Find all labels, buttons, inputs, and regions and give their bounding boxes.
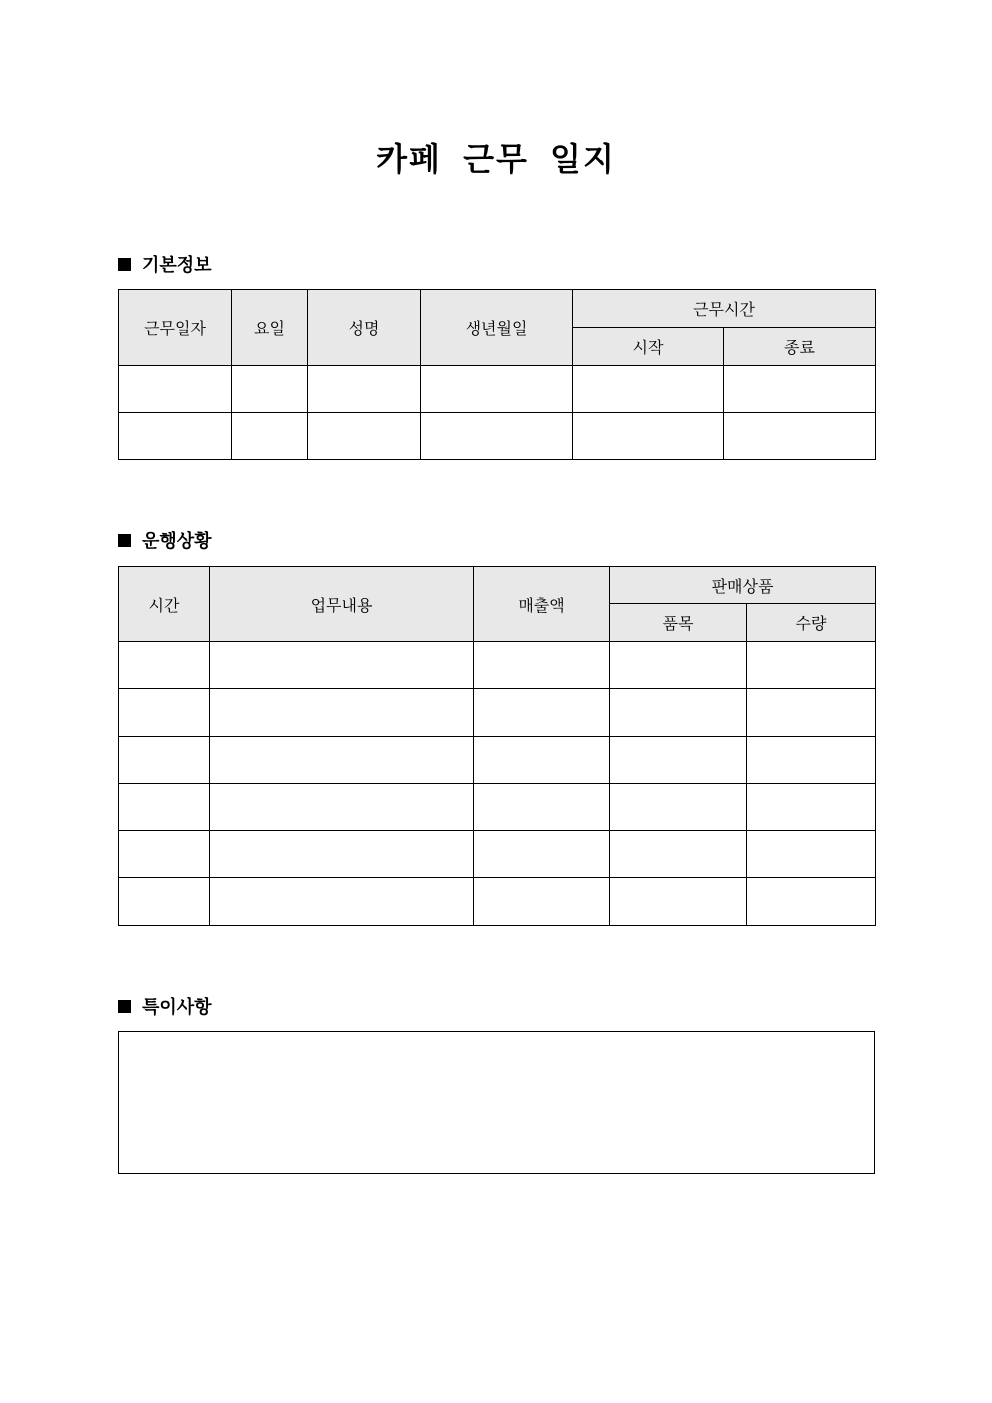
cell-item[interactable] xyxy=(610,784,747,831)
square-bullet-icon xyxy=(118,534,131,547)
header-work-date: 근무일자 xyxy=(119,290,232,366)
cell-task[interactable] xyxy=(210,878,474,926)
cell-item[interactable] xyxy=(610,737,747,784)
cell-name[interactable] xyxy=(308,366,421,413)
cell-task[interactable] xyxy=(210,689,474,737)
cell-qty[interactable] xyxy=(747,831,876,878)
cell-start[interactable] xyxy=(573,366,724,413)
header-task: 업무내용 xyxy=(210,567,474,642)
cell-sales[interactable] xyxy=(474,784,610,831)
header-name: 성명 xyxy=(308,290,421,366)
square-bullet-icon xyxy=(118,1000,131,1013)
cell-task[interactable] xyxy=(210,642,474,689)
cell-qty[interactable] xyxy=(747,737,876,784)
cell-sales[interactable] xyxy=(474,737,610,784)
cell-item[interactable] xyxy=(610,878,747,926)
cell-time[interactable] xyxy=(119,642,210,689)
cell-sales[interactable] xyxy=(474,878,610,926)
cell-item[interactable] xyxy=(610,831,747,878)
cell-birthdate[interactable] xyxy=(421,366,573,413)
cell-time[interactable] xyxy=(119,737,210,784)
table-row xyxy=(119,784,876,831)
cell-time[interactable] xyxy=(119,784,210,831)
cell-qty[interactable] xyxy=(747,878,876,926)
table-row xyxy=(119,689,876,737)
cell-time[interactable] xyxy=(119,878,210,926)
cell-task[interactable] xyxy=(210,784,474,831)
cell-qty[interactable] xyxy=(747,642,876,689)
cell-name[interactable] xyxy=(308,413,421,460)
header-end: 종료 xyxy=(724,328,876,366)
cell-day[interactable] xyxy=(232,366,308,413)
header-start: 시작 xyxy=(573,328,724,366)
notes-box[interactable] xyxy=(118,1031,875,1174)
section-heading-basic-label: 기본정보 xyxy=(142,255,212,276)
page-title: 카페 근무 일지 xyxy=(376,140,616,178)
header-day: 요일 xyxy=(232,290,308,366)
section-heading-operation xyxy=(118,528,212,552)
table-row xyxy=(119,878,876,926)
header-birthdate: 생년월일 xyxy=(421,290,573,366)
cell-time[interactable] xyxy=(119,689,210,737)
header-work-time: 근무시간 xyxy=(573,290,876,328)
cell-qty[interactable] xyxy=(747,689,876,737)
header-sales: 매출액 xyxy=(474,567,610,642)
cell-end[interactable] xyxy=(724,366,876,413)
section-heading-operation-label: 운행상황 xyxy=(142,531,212,552)
cell-qty[interactable] xyxy=(747,784,876,831)
table-row xyxy=(119,737,876,784)
cell-day[interactable] xyxy=(232,413,308,460)
header-qty: 수량 xyxy=(747,604,876,642)
cell-start[interactable] xyxy=(573,413,724,460)
basic-info-table xyxy=(118,289,876,460)
header-item: 품목 xyxy=(610,604,747,642)
cell-time[interactable] xyxy=(119,831,210,878)
table-row xyxy=(119,831,876,878)
header-products: 판매상품 xyxy=(610,567,876,604)
cell-sales[interactable] xyxy=(474,689,610,737)
cell-work-date[interactable] xyxy=(119,413,232,460)
square-bullet-icon xyxy=(118,258,131,271)
section-heading-notes-label: 특이사항 xyxy=(142,997,212,1018)
operation-table xyxy=(118,566,876,926)
cell-task[interactable] xyxy=(210,737,474,784)
table-row xyxy=(119,642,876,689)
cell-task[interactable] xyxy=(210,831,474,878)
section-heading-notes xyxy=(118,994,212,1018)
cell-work-date[interactable] xyxy=(119,366,232,413)
cell-sales[interactable] xyxy=(474,642,610,689)
cell-birthdate[interactable] xyxy=(421,413,573,460)
cell-sales[interactable] xyxy=(474,831,610,878)
table-row xyxy=(119,413,876,460)
cell-item[interactable] xyxy=(610,689,747,737)
cell-end[interactable] xyxy=(724,413,876,460)
cell-item[interactable] xyxy=(610,642,747,689)
header-time: 시간 xyxy=(119,567,210,642)
section-heading-basic xyxy=(118,252,212,276)
table-row xyxy=(119,366,876,413)
